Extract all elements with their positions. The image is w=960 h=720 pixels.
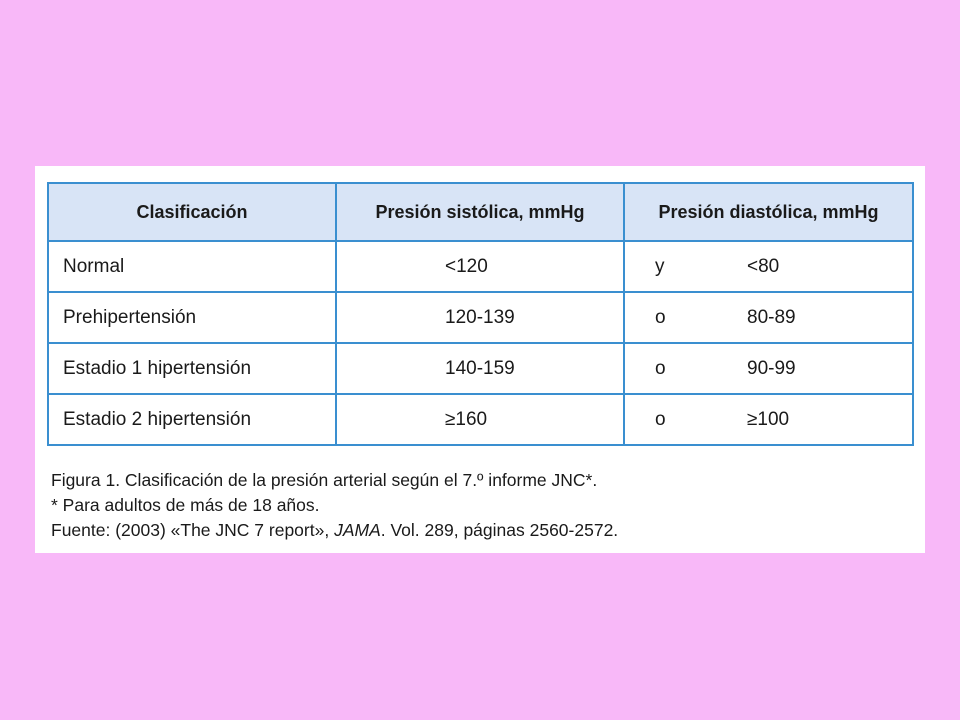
figure-caption [51, 468, 618, 543]
source-journal: JAMA [334, 520, 381, 540]
content-panel [35, 166, 925, 553]
table-row [48, 241, 913, 292]
cell-diastolica [624, 343, 913, 394]
table-header-row [48, 183, 913, 241]
cell-clasificacion: Estadio 2 hipertensión [48, 394, 336, 445]
caption-figure-line: Figura 1. Clasificación de la presión arterial según el 7.º informe JNC*. [51, 470, 598, 490]
cell-sistolica: <120 [336, 241, 624, 292]
cell-diastolica-value: 90-99 [747, 357, 796, 379]
cell-conector: o [655, 408, 666, 430]
header-clasificacion: Clasificación [48, 183, 336, 241]
cell-sistolica: 140-159 [336, 343, 624, 394]
cell-clasificacion: Normal [48, 241, 336, 292]
cell-diastolica-value: ≥100 [747, 408, 790, 430]
cell-conector: y [655, 255, 665, 277]
cell-diastolica [624, 292, 913, 343]
caption-footnote-line: * Para adultos de más de 18 años. [51, 495, 320, 515]
cell-conector: o [655, 306, 666, 328]
cell-diastolica [624, 241, 913, 292]
cell-clasificacion: Estadio 1 hipertensión [48, 343, 336, 394]
cell-diastolica [624, 394, 913, 445]
cell-sistolica: 120-139 [336, 292, 624, 343]
cell-sistolica: ≥160 [336, 394, 624, 445]
table-row [48, 343, 913, 394]
caption-source-line [51, 518, 618, 543]
header-sistolica: Presión sistólica, mmHg [336, 183, 624, 241]
cell-conector: o [655, 357, 666, 379]
header-diastolica: Presión diastólica, mmHg [624, 183, 913, 241]
source-suffix: . Vol. 289, páginas 2560-2572. [380, 520, 619, 540]
table-row [48, 292, 913, 343]
cell-diastolica-value: 80-89 [747, 306, 796, 328]
cell-diastolica-value: <80 [747, 255, 780, 277]
cell-clasificacion: Prehipertensión [48, 292, 336, 343]
blood-pressure-table [47, 182, 914, 446]
table-row [48, 394, 913, 445]
source-prefix: Fuente: (2003) «The JNC 7 report», [51, 520, 335, 540]
